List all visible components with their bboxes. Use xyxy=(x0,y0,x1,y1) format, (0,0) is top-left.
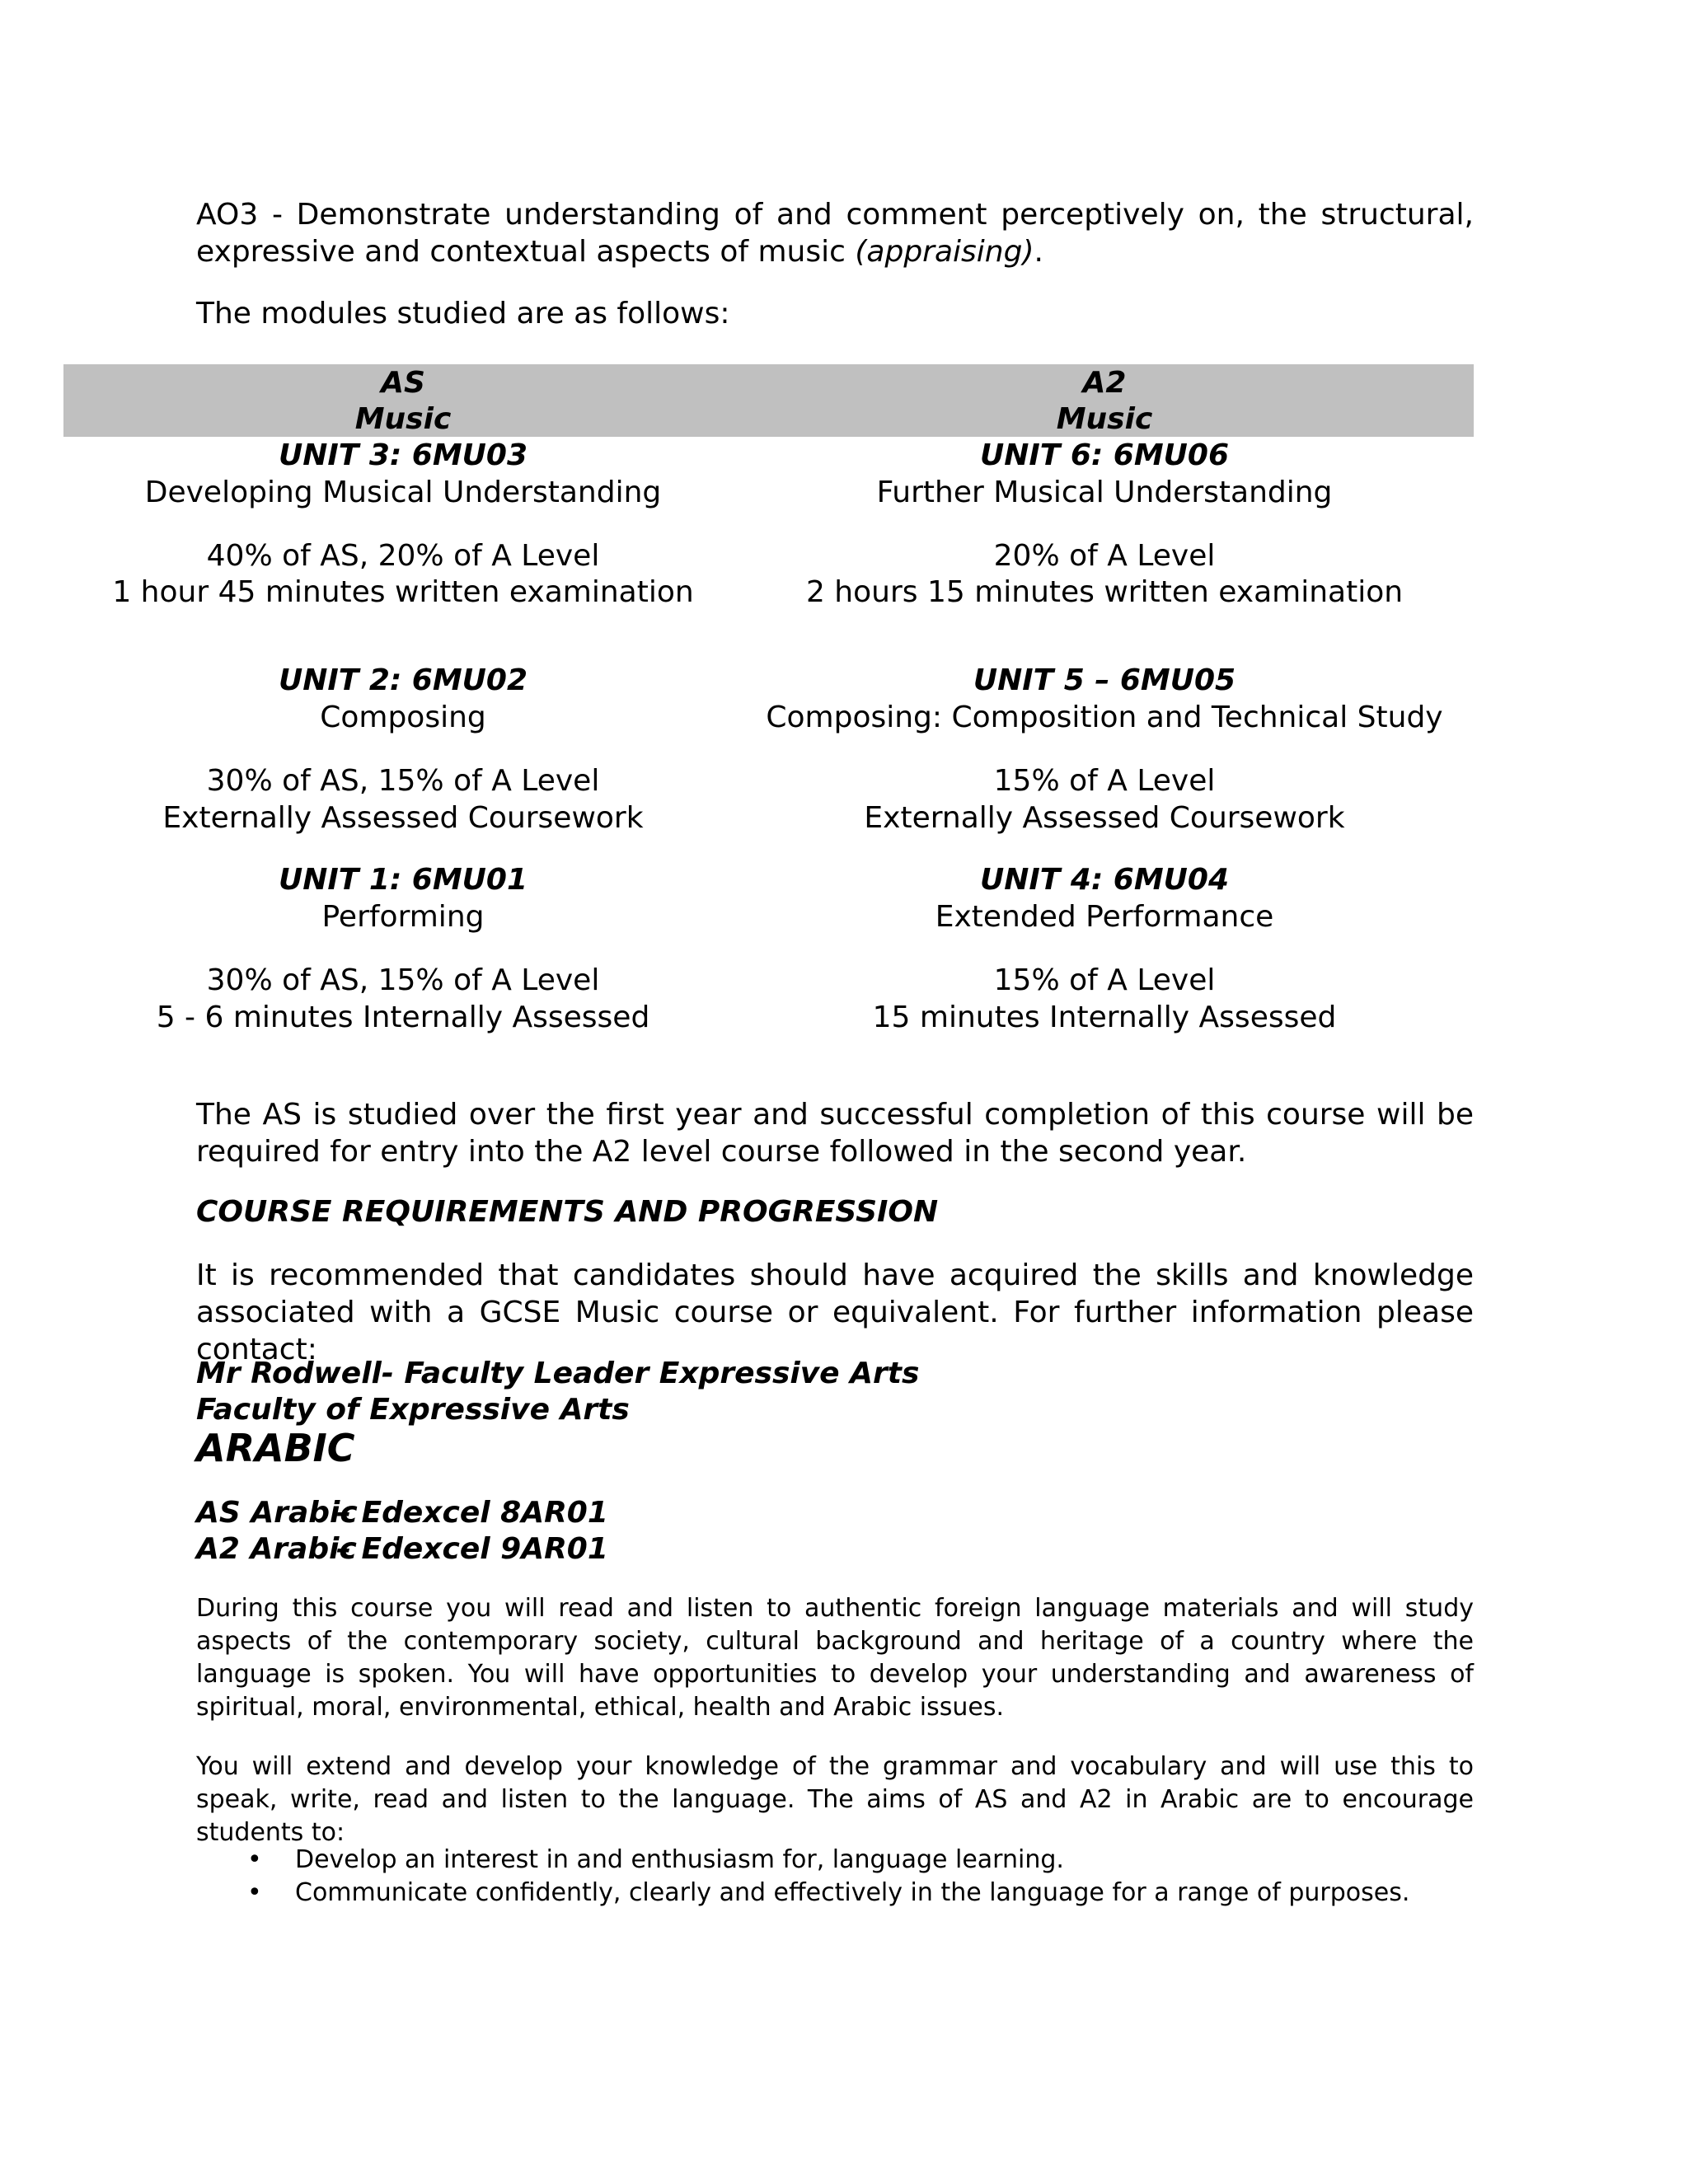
unit-title: Composing xyxy=(320,701,486,734)
unit-assessment: Externally Assessed Coursework xyxy=(864,801,1345,835)
unit-weight: 40% of AS, 20% of A Level xyxy=(206,539,600,573)
unit-code: UNIT 6: 6MU06 xyxy=(979,438,1230,472)
unit-assessment: 15 minutes Internally Assessed xyxy=(872,1001,1337,1034)
aims-list-item-text: Communicate confidently, clearly and effectively in the language for a range of purposes. xyxy=(295,1878,1410,1907)
aims-list-item xyxy=(196,1844,1482,1877)
unit-code: UNIT 3: 6MU03 xyxy=(278,438,528,472)
aims-list xyxy=(196,1844,1482,1910)
unit-weight: 30% of AS, 15% of A Level xyxy=(206,764,600,798)
unit-code: UNIT 4: 6MU04 xyxy=(979,863,1230,897)
ao3-italic: (appraising) xyxy=(855,235,1034,269)
unit-assessment: 2 hours 15 minutes written examination xyxy=(805,575,1404,609)
bullet-icon: • xyxy=(247,1845,262,1874)
ao3-text: AO3 - Demonstrate understanding of and comment perceptively on, the structural, expressive and contextual aspects of music xyxy=(196,198,1474,269)
modules-intro: The modules studied are as follows: xyxy=(196,297,730,330)
arabic-paragraph-1: During this course you will read and listen to authentic foreign language materials and will study aspects of the contemporary society, cultural background and heritage of a country where the language is spoken. You will have opportunities to develop your understanding and awareness of spiritual, moral, environmental, ethical, health and Arabic issues. xyxy=(196,1594,1474,1722)
unit-code: UNIT 5 – 6MU05 xyxy=(973,663,1236,697)
ao3-paragraph xyxy=(196,196,1474,270)
header-a2-line1: A2 xyxy=(1082,366,1127,400)
unit-title: Extended Performance xyxy=(935,900,1274,934)
exam-line xyxy=(196,1531,608,1568)
arabic-heading: ARABIC xyxy=(196,1426,355,1470)
header-a2-line2: Music xyxy=(1056,402,1153,436)
aims-list-item xyxy=(196,1877,1482,1910)
unit-weight: 15% of A Level xyxy=(993,963,1216,997)
unit-assessment: 5 - 6 minutes Internally Assessed xyxy=(156,1001,650,1034)
requirements-heading: COURSE REQUIREMENTS AND PROGRESSION xyxy=(196,1195,939,1229)
unit-weight: 30% of AS, 15% of A Level xyxy=(206,963,600,997)
contact-line-2: Faculty of Expressive Arts xyxy=(196,1393,630,1427)
header-as-line1: AS xyxy=(381,366,425,400)
unit-weight: 15% of A Level xyxy=(993,764,1216,798)
unit-weight: 20% of A Level xyxy=(993,539,1216,573)
unit-title: Performing xyxy=(321,900,485,934)
exam-label: A2 Arabic xyxy=(196,1532,357,1566)
bullet-icon: • xyxy=(247,1878,262,1907)
exam-board: – Edexcel 8AR01 xyxy=(336,1496,608,1530)
exam-label: AS Arabic xyxy=(196,1496,358,1530)
progression-paragraph: The AS is studied over the first year and successful completion of this course will be required for entry into the A2 level course followed in the second year. xyxy=(196,1098,1474,1169)
ao3-end: . xyxy=(1034,235,1043,269)
aims-list-item-text: Develop an interest in and enthusiasm for, language learning. xyxy=(295,1845,1064,1874)
exam-line xyxy=(196,1495,608,1531)
unit-title: Further Musical Understanding xyxy=(876,476,1333,509)
unit-assessment: Externally Assessed Coursework xyxy=(162,801,644,835)
unit-code: UNIT 1: 6MU01 xyxy=(278,863,528,897)
unit-assessment: 1 hour 45 minutes written examination xyxy=(112,575,694,609)
exam-board: – Edexcel 9AR01 xyxy=(336,1532,608,1566)
unit-code: UNIT 2: 6MU02 xyxy=(278,663,528,697)
unit-title: Composing: Composition and Technical Study xyxy=(766,701,1443,734)
header-as-line2: Music xyxy=(354,402,452,436)
arabic-paragraph-2: You will extend and develop your knowledge of the grammar and vocabulary and will use this to speak, write, read and listen to the language. The aims of AS and A2 in Arabic are to encourage students to: xyxy=(196,1752,1474,1847)
requirements-paragraph: It is recommended that candidates should have acquired the skills and knowledge associated with a GCSE Music course or equivalent. For further information please contact: xyxy=(196,1258,1474,1366)
unit-title: Developing Musical Understanding xyxy=(144,476,662,509)
contact-line-1: Mr Rodwell- Faculty Leader Expressive Arts xyxy=(196,1357,920,1390)
